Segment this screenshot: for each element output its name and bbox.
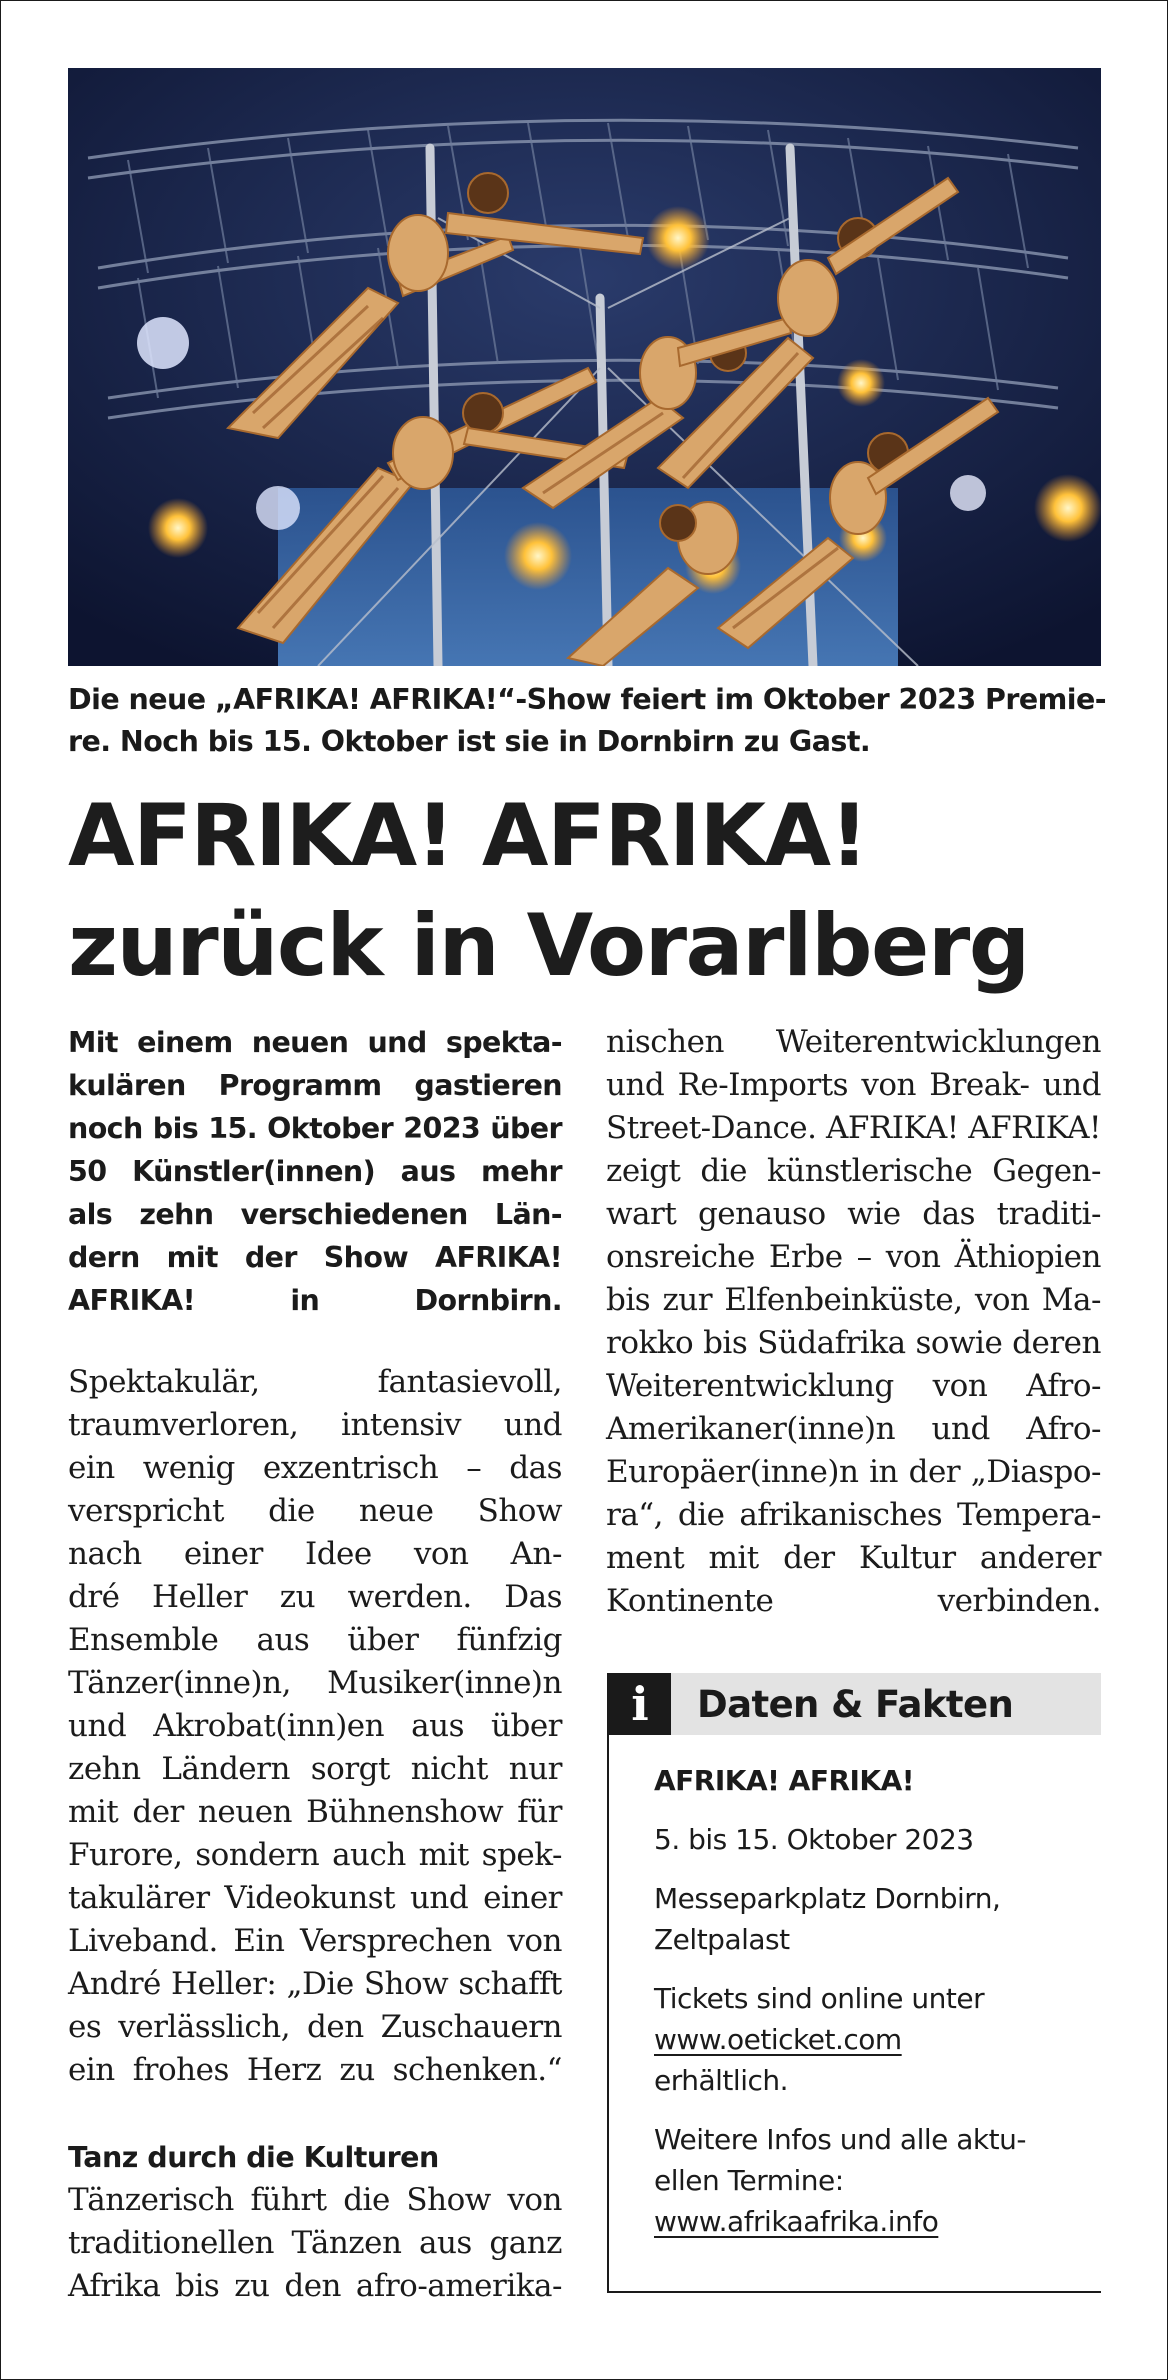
lead-line: noch bis 15. Oktober 2023 über: [68, 1112, 562, 1145]
photo-caption: [68, 679, 1108, 763]
body-line: ein wenig exzentrisch – das: [68, 1450, 562, 1486]
body-line: verspricht die neue Show: [68, 1493, 562, 1529]
facts-venue: Messeparkplatz Dornbirn,: [654, 1882, 1001, 1915]
body-line: Liveband. Ein Versprechen von: [68, 1923, 562, 1959]
caption-line: Die neue „AFRIKA! AFRIKA!“-Show feiert im Oktober 2023 Premie-: [68, 683, 1107, 716]
body-line: ein frohes Herz zu schenken.“: [68, 2052, 562, 2088]
lead-line: AFRIKA! in Dornbirn.: [68, 1284, 562, 1317]
body-line: und Akrobat(inn)en aus über: [68, 1708, 562, 1744]
info-icon: i: [609, 1673, 671, 1735]
body-line: Tänzer(inne)n, Musiker(inne)n: [68, 1665, 562, 1701]
article-body-right: [606, 1021, 1101, 1623]
body-line: Ensemble aus über fünfzig: [68, 1622, 562, 1658]
body-line: nischen Weiterentwicklungen: [606, 1024, 1101, 1060]
body-line: Kontinente verbinden.: [606, 1583, 1101, 1619]
lead-line: als zehn verschiedenen Län-: [68, 1198, 562, 1231]
body-line: Tänzerisch führt die Show von: [68, 2182, 562, 2218]
body-line: es verlässlich, den Zuschauern: [68, 2009, 562, 2045]
facts-body: [609, 1735, 1101, 2242]
facts-header: [609, 1673, 1101, 1735]
article-body-left-2: [68, 2179, 562, 2308]
caption-line: re. Noch bis 15. Oktober ist sie in Dornbirn zu Gast.: [68, 725, 871, 758]
body-line: Street-Dance. AFRIKA! AFRIKA!: [606, 1110, 1101, 1146]
facts-tickets-text: Tickets sind online unter: [654, 1982, 985, 2015]
body-line: ment mit der Kultur anderer: [606, 1540, 1101, 1576]
body-line: mit der neuen Bühnenshow für: [68, 1794, 562, 1830]
body-line: ra“, die afrikanisches Tempera-: [606, 1497, 1101, 1533]
article-body-left: [68, 1361, 562, 2092]
oeticket-link[interactable]: www.oeticket.com: [654, 2023, 902, 2056]
body-line: Spektakulär, fantasievoll,: [68, 1364, 562, 1400]
body-line: zehn Ländern sorgt nicht nur: [68, 1751, 562, 1787]
body-line: Furore, sondern auch mit spek-: [68, 1837, 562, 1873]
body-line: traumverloren, intensiv und: [68, 1407, 562, 1443]
body-line: Amerikaner(inne)n und Afro-: [606, 1411, 1101, 1447]
body-line: Afrika bis zu den afro-amerika-: [68, 2268, 562, 2304]
body-line: Weiterentwicklung von Afro-: [606, 1368, 1101, 1404]
body-line: onsreiche Erbe – von Äthiopien: [606, 1239, 1101, 1275]
facts-show-name: AFRIKA! AFRIKA!: [654, 1764, 915, 1797]
body-line: wart genauso wie das traditi-: [606, 1196, 1101, 1232]
body-line: nach einer Idee von An-: [68, 1536, 562, 1572]
headline-line: zurück in Vorarlberg: [68, 896, 1029, 996]
facts-venue: Zeltpalast: [654, 1923, 790, 1956]
left-column: [68, 1021, 562, 2308]
facts-info-text: Weitere Infos und alle aktu-: [654, 2123, 1026, 2156]
lead-line: dern mit der Show AFRIKA!: [68, 1241, 562, 1274]
afrikaafrika-link[interactable]: www.afrikaafrika.info: [654, 2205, 939, 2238]
body-line: takulärer Videokunst und einer: [68, 1880, 562, 1916]
body-line: bis zur Elfenbeinküste, von Ma-: [606, 1282, 1101, 1318]
body-line: zeigt die künstlerische Gegen-: [606, 1153, 1101, 1189]
body-line: traditionellen Tänzen aus ganz: [68, 2225, 562, 2261]
body-line: André Heller: „Die Show schafft: [68, 1966, 562, 2002]
lead-line: Mit einem neuen und spekta-: [68, 1026, 562, 1059]
body-line: und Re-Imports von Break- und: [606, 1067, 1101, 1103]
body-line: rokko bis Südafrika sowie deren: [606, 1325, 1101, 1361]
article-lead: [68, 1021, 562, 1322]
facts-tickets-text: erhältlich.: [654, 2064, 789, 2097]
facts-title: Daten & Fakten: [697, 1682, 1014, 1726]
acrobats-photo: [68, 68, 1101, 666]
facts-info-text: ellen Termine:: [654, 2164, 844, 2197]
section-subheading: Tanz durch die Kulturen: [68, 2141, 439, 2174]
right-column: [606, 1021, 1101, 1623]
headline-line: AFRIKA! AFRIKA!: [68, 786, 868, 886]
body-line: dré Heller zu werden. Das: [68, 1579, 562, 1615]
facts-box: [607, 1673, 1101, 2293]
facts-dates: 5. bis 15. Oktober 2023: [654, 1823, 974, 1856]
body-line: Europäer(inne)n in der „Diaspo-: [606, 1454, 1101, 1490]
lead-line: 50 Künstler(innen) aus mehr: [68, 1155, 562, 1188]
acrobats-photo-illustration: [68, 68, 1101, 666]
lead-line: kulären Programm gastieren: [68, 1069, 562, 1102]
article-headline: [68, 781, 1128, 1001]
